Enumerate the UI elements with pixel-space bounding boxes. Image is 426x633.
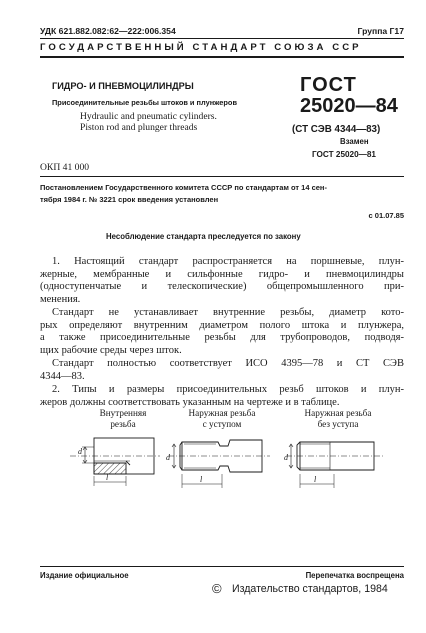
decree-line2: тября 1984 г. № 3221 срок введения установлен [40,195,219,204]
paragraph-line: менения. [40,293,81,305]
figure-caption-internal [88,408,158,430]
paragraph-line: (одноступенчатые и телескопические) общепромышленного при- [40,281,404,293]
reprint-notice: Перепечатка воспрещена [305,571,404,580]
paragraph-line: Стандарт полностью соответствует ИСО 4395—78 и СТ СЭВ [52,358,404,369]
paragraph-line: жерные, мембранные и сильфонные гидро- и пневмоцилиндры [40,268,404,280]
header-rule-bottom [40,56,404,58]
gost-number: 25020—84 [300,95,398,117]
footer-rule [40,566,404,567]
internal-thread-drawing [70,438,160,486]
paragraph-line: а также присоединительные резьбы для трубопроводов, подводя- [40,332,404,344]
header-rule-top [40,38,404,39]
gost-replaces-label: Взамен [340,137,369,146]
title-en-line2: Piston rod and plunger threads [80,122,198,133]
title-rule [40,176,404,177]
caption-line: с уступом [202,419,242,429]
paragraph-line: рых определяют внутренним диаметром полого штока и плунжера, [40,319,404,331]
paragraph-line: 4344—83. [40,370,85,382]
figure-caption-external-plain [290,408,386,430]
paragraph-3 [40,358,404,383]
figure-caption-external-shoulder [174,408,270,430]
copyright-symbol: © [212,581,222,596]
decree-line1: Постановлением Государственного комитета СССР по стандартам от 14 сен- [40,183,327,192]
paragraph-1 [40,256,404,306]
gost-label: ГОСТ [300,74,357,96]
paragraph-line: Стандарт не устанавливает внутренние резьбы, диаметр кото- [52,307,404,318]
udk-code: УДК 621.882.082:62—222:006.354 [40,26,176,36]
decree-date: с 01.07.85 [368,211,404,220]
shoulder-dim-l: l [200,475,203,484]
official-edition: Издание официальное [40,571,129,580]
law-notice: Несоблюдение стандарта преследуется по закону [106,232,301,241]
internal-dim-l: l [106,473,109,482]
title-en-line1: Hydraulic and pneumatic cylinders. [80,111,217,122]
title-ru-main: ГИДРО- И ПНЕВМОЦИЛИНДРЫ [52,81,194,91]
paragraph-line: 1. Настоящий стандарт распространяется на поршневые, плун- [52,256,404,267]
caption-line: Наружная резьба [304,408,372,418]
caption-line: резьба [110,419,136,429]
caption-line: без уступа [317,419,359,429]
group-code: Группа Г17 [357,26,404,36]
caption-line: Наружная резьба [188,408,256,418]
standard-banner: ГОСУДАРСТВЕННЫЙ СТАНДАРТ СОЮЗА ССР [40,42,362,53]
internal-dim-d: d [78,447,82,456]
gost-sev: (СТ СЭВ 4344—83) [292,124,381,135]
publisher: Издательство стандартов, 1984 [232,583,388,595]
external-shoulder-drawing [168,440,270,488]
title-ru-sub: Присоединительные резьбы штоков и плунжеров [52,98,237,107]
paragraph-4 [40,384,404,409]
paragraph-line: 2. Типы и размеры присоединительных резьб штоков и плун- [52,384,404,395]
external-plain-drawing [286,442,384,488]
plain-dim-l: l [314,475,317,484]
paragraph-line: жеров должны соответствовать указанным на чертеже и в таблице. [40,396,340,408]
thread-drawings [0,430,426,510]
shoulder-dim-d: d [166,453,170,462]
paragraph-line: щих рабочие среды через шток. [40,344,182,356]
caption-line: Внутренняя [99,408,147,418]
gost-replaces: ГОСТ 25020—81 [312,150,376,159]
paragraph-2 [40,307,404,357]
plain-dim-d: d [284,453,288,462]
okp-code: ОКП 41 000 [40,162,90,173]
